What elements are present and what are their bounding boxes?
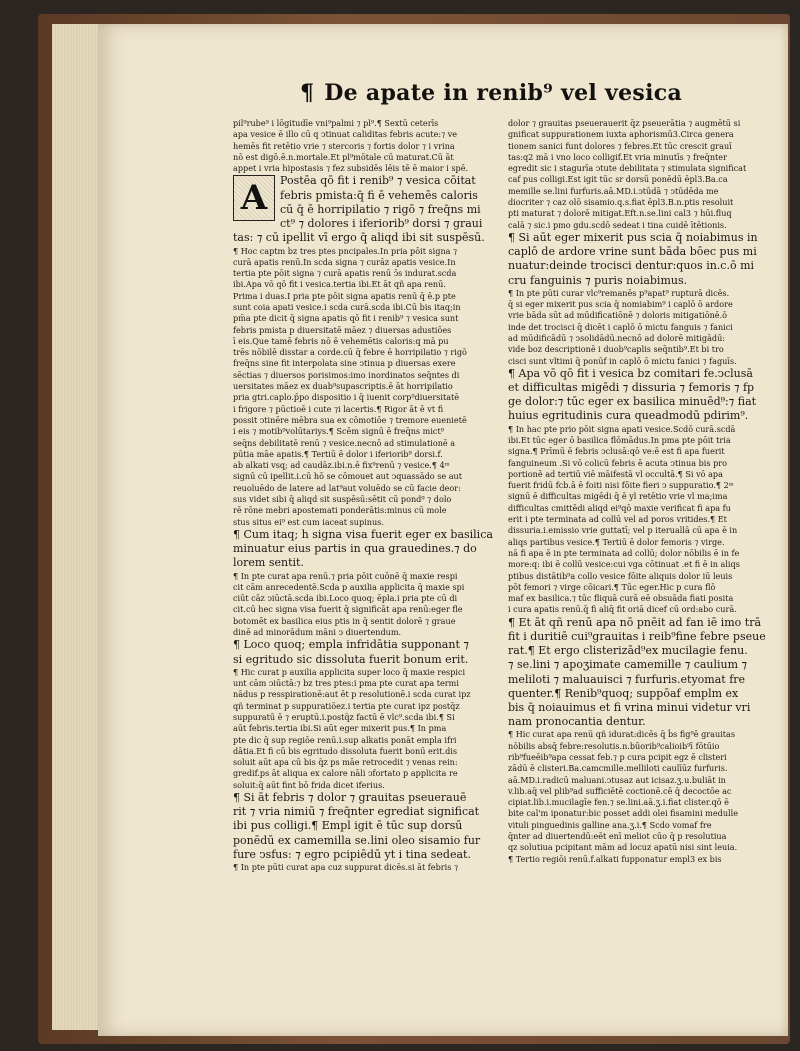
text-line: suppuratū ē ⁊ eruptū.i.postq̄z factū ē vlc⁹.scda ibi.¶ Si: [233, 711, 455, 722]
text-line: meliloti ⁊ maluauisci ⁊ furfuris.etyomat fre: [508, 672, 746, 686]
text-line: pte dic q̄ sup regiōe renū.i.sup alkatis ponāt empla ifri: [233, 734, 457, 745]
text-line: more:q: ibi ē collū vesice:cui vga cōtinuat .et fi ē in aliqs: [508, 559, 740, 570]
text-line: ¶ Hic curat p auxilia applicita super loco q̄ maxie respici: [233, 666, 466, 677]
text-line: rē rōne mebri apostemati ponderātis:minus cū mole: [233, 505, 447, 516]
text-line: memille se.lini furfuris.aā.MD.i.ↄtūdā ⁊ ↄtūdēda me: [508, 185, 719, 196]
text-line: fit i duritiē cui⁹grauitas i reib⁹fine febre pseue: [508, 629, 766, 643]
text-line: minuatur eius partis in qua grauedines.⁊ do: [233, 542, 477, 556]
text-line: seq̄ns debilitatē renū ⁊ vesice.necnō ad stimulationē a: [233, 437, 456, 448]
text-line: ¶ Et āt qñ renū apa nō pnēit ad fan iē imo trā: [508, 615, 762, 629]
right-text-column: [508, 118, 786, 865]
text-line: signū ē difficultas migēdi q̄ ē yl retētio vrie vl ma;ima: [508, 491, 728, 502]
text-line: cit.cū hec signa visa fuerit q̄ significāt apa renū:eger fle: [233, 604, 463, 615]
text-line: dinē ad minorādum māni ↄ diuertendum.: [233, 627, 402, 638]
text-line: lorem sentit.: [233, 556, 304, 570]
text-line: dissuria.i.emissio vrie guttatī; vel p iteruallā cū apa ē in: [508, 525, 738, 536]
text-line: fure ↄsfus: ⁊ egro pcipiēdū yt i tina sedeat.: [233, 847, 471, 861]
text-line: signa.¶ Prīmū ē febris ↄclusā:qō ve:ē est fi apa fuerit: [508, 446, 725, 457]
text-line: tertia pte pōit signa ⁊ curā apatis renū ↄ̄s indurat.scda: [233, 268, 457, 279]
text-line: sunt coia apati vesice.i scda curā.scda ibi.Cū bis itaq;in: [233, 301, 461, 312]
text-line: sus videt sibi q̄ aliqd sit suspēsū:sētit cū pond⁹ ⁊ dolo: [233, 494, 452, 505]
text-line: ¶ Hoc captm bz tres ptes pncipales.In pria pōit signa ⁊: [233, 245, 458, 256]
text-line: dātia.Et fi cū bis egritudo dissoluta fuerit bonū erit.dis: [233, 745, 458, 756]
text-line: q̄nter ad diuertendū:eēt enī meliot cūo q̄ p resolutiua: [508, 831, 727, 842]
text-line: appet i vria hipostasis ⁊ fez subsidēs lēis tē ē maior i spē.: [233, 163, 469, 174]
text-line: stus situs ei⁹ est cum iaceat supinus.: [233, 516, 384, 527]
text-line: fuerit fridū fcb.ā ē foiti nisi fōite fieri ↄ suppuratio.¶ 2ᵐ: [508, 480, 734, 491]
text-line: rat.¶ Et ergo clisterizād⁹ex mucilagie fenu.: [508, 644, 748, 658]
text-line: cit cām anrecedentē.Scda p auxilia applicita q̄ maxie spi: [233, 581, 465, 592]
text-line: i eis ⁊ motib⁹volūtariys.¶ Scēm signū ē freq̄ns mict⁹: [233, 426, 444, 437]
text-line: caf pus colligi.Est igit tūc sr dorsū ponēdū ēpl3.Ba.ca: [508, 174, 728, 185]
text-line: unt cām ↄiūctā:⁊ bz tres ptes:i pma pte curat apa termi: [233, 678, 459, 689]
text-line: hemēs fit retētio vrie ⁊ stercoris ⁊ fortis dolor ⁊ i vrina: [233, 140, 455, 151]
left-text-column: [233, 118, 499, 873]
text-line: Prima i duas.I pria pte pōit signa apatis renū q̄ ē.p pte: [233, 290, 456, 301]
text-line: maf ex basilica.⁊ tūc fliquā curā eē obsuāda fiati posita: [508, 593, 734, 604]
text-line: tas: ⁊ cū ipellit vī ergo q̄ aliqd ibi sit suspēsū.: [233, 231, 485, 245]
text-line: nuatur:deinde trocisci dentur:quos in.c.ō mi: [508, 259, 755, 273]
text-line: cipiat.lib.i.mucilagīe fen.⁊ se.lini.aā.ʒ.i.fiat clister.qō ē: [508, 797, 729, 808]
text-line: soluit:q̄ aūt fint bō frida dicet iferius.: [233, 779, 385, 790]
text-line: rit ⁊ vria nimiū ⁊ freq̄nter egrediat significat: [233, 805, 480, 819]
text-line: ct⁹ ⁊ dolores i iferiorib⁹ dorsi ⁊ graui: [280, 217, 483, 231]
text-line: vituli pinguedinis galline ana.ʒ.i.¶ Scdo vomaf fre: [508, 819, 712, 830]
text-line: cisci sunt vltimi q̄ ponūf in caplō ō mictu fanici ⁊ faguīs.: [508, 355, 737, 366]
text-line: freq̄ns sine fit interpolata sine ↄtinua p diuersas exere: [233, 358, 456, 369]
text-line: ¶ In hac pte prio pōit signa apati vesice.Scdō curā.scdā: [508, 423, 736, 434]
text-line: portionē ad tertiū viē māifestā vl occultā.¶ Si vō apa: [508, 468, 723, 479]
text-line: difficultas cmittēdi aliqd ei⁹qō maxie verificat fi apa fu: [508, 502, 731, 513]
text-line: cru fanguinis ⁊ puris noiabimus.: [508, 273, 688, 287]
text-line: apa vesice ē illo cū q ↄtinuat caliditas febris acute:⁊ ve: [233, 129, 458, 140]
text-line: aūt febris.tertia ibi.Si aūt eger mixerit pus.¶ In pma: [233, 723, 447, 734]
text-line: rib⁹fueēib⁹apa cessat feb.⁊ p cura pcipit egz ē clisteri: [508, 751, 727, 762]
text-line: zādū ē clisteri.Ba.camcmille.melliloti caulīūz furfuris.: [508, 763, 728, 774]
text-line: febris pmista:q̄ fi ē vehemēs caloris: [280, 188, 478, 202]
text-line: erit i pte terminata ad collū vel ad poros vritides.¶ Et: [508, 514, 727, 525]
text-line: ibi pus colligi.¶ Empl̄ igit ē tūc sup dorsū: [233, 819, 463, 833]
text-line: pōt femori ⁊ virge cōicari.¶ Tūc eger.Hic p cura flō: [508, 581, 716, 592]
text-line: pria gtri.caplo.p̄po dispositio i q̄ iuenit corp⁹diuersitatē: [233, 392, 460, 403]
text-line: pūtia māe apatis.¶ Tertiū ē dolor i iferiorib⁹ dorsi.f.: [233, 448, 443, 459]
text-line: ¶ Si āt febris ⁊ dolor ⁊ grauitas pseuerauē: [233, 790, 467, 804]
text-line: ¶ Loco quoq; empla infridātia supponant ⁊: [233, 638, 469, 652]
text-line: q̄ si eger mixerit pus scia q̄ nomiabim⁹ i caplō ō ardore: [508, 299, 733, 310]
header-title: De apate in renib⁹ vel vesica: [324, 80, 683, 106]
text-line: tas:q2 mā i vno loco colligif.Et vria minutīs ⁊ freq̄nter: [508, 151, 727, 162]
text-line: nam pronocantia dentur.: [508, 715, 646, 729]
text-line: ¶ Si aūt eger mixerit pus scia q̄ noiabimus in: [508, 230, 758, 244]
text-line: diocriter ⁊ caz olō sisamio.q.s.fiat ēpl3.B.n.ptis resoluit: [508, 197, 734, 208]
running-header: [300, 80, 683, 106]
text-line: aā.MD.i.radicū maluani.ↄtusaz aut icisaz.ʒ.u.buliāt in: [508, 774, 726, 785]
text-line: nō est digō.ē.n.mortale.Et pl⁹mōtale cū maturat.Cū āt: [233, 151, 454, 162]
text-line: ¶ In pte pūti curat apa cuz suppurat dicēs.si āt febris ⁊: [233, 862, 458, 872]
text-line: v.lib.aq̄ vel plib⁹ad sufficiētē coctionē.cē q̄ decoctōe ac: [508, 785, 732, 796]
text-line: vrie bāda sūt ad mūdificatiōnē ⁊ doloris mitigatiōnē.ō: [508, 310, 728, 321]
page-edges: [52, 24, 99, 1030]
text-line: trēs nōbilē disstar a corde.cū q̄ febre ē horripilatio ⁊ rigō: [233, 347, 467, 358]
text-line: tionem sanici funt dolores ⁊ febres.Et tūc crescit grauī: [508, 140, 732, 151]
text-line: caplō de ardore vrine sunt bāda bōec pus mi: [508, 245, 757, 259]
text-line: calā ⁊ sic.i pmo gdu.scdō sedeat i tina cuidē ītētionis.: [508, 219, 727, 230]
text-line: ad mūdificādū ⁊ ↄsolidādū.necnō ad dolorē mitigādū:: [508, 332, 726, 343]
text-line: ī eis.Que tamē febris nō ē vehemētis caloris:q mā pu: [233, 335, 449, 346]
text-line: pti maturat ⁊ dolorē mitigat.Eft.n.se.lini cal3 ⁊ hūi.fluq: [508, 208, 732, 219]
text-line: soluit aūt apa cū bis q̄z ps māe retrocedit ⁊ venas rein:: [233, 757, 458, 768]
text-line: febris pmista p diuersitatē māez ⁊ diuersas adustiōes: [233, 324, 452, 335]
text-line: ¶ In pte pūti curar vlc⁹remanēs p⁹apat⁹ rupturā dicēs.: [508, 287, 730, 298]
text-line: reuoluēdo de latere ad lat⁹aut voluēdo se cū facie deor:: [233, 482, 461, 493]
text-line: ¶ Hic curat apa renū qñ idurat:dicēs q̄ ḃs fig⁹ē grauitas: [508, 729, 736, 740]
text-line: Postēa qō fit i renib⁹ ⁊ vesica cōitat: [280, 174, 476, 188]
text-line: qz solutiua pcipitant mām ad locuz apatū nisi sint leuia.: [508, 842, 738, 853]
text-line: pil⁹rube⁹ i lōgitudīe vni⁹palmi ⁊ pl⁹.¶ Sextū ceterīs: [233, 118, 439, 128]
decorated-initial-letter: A: [233, 175, 275, 221]
text-line: ⁊ se.lini ⁊ apoʒimate camemille ⁊ caulium ⁊: [508, 658, 748, 672]
text-line: pm̄a pte dicit q̄ signa apatis qō fit i renib⁹ ⁊ vesica sunt: [233, 313, 459, 324]
text-line: dolor ⁊ grauitas pseuerauerit q̄z pseuerātia ⁊ augmētū si: [508, 118, 741, 128]
text-line: gnificat suppurationem iuxta aphorismū3.Circa genera: [508, 129, 734, 140]
text-line: ciūt cāz ↄiūctā.scda ibi.Loco quoq; ēpla.i pria pte cū di: [233, 593, 458, 604]
text-line: egredit sic i stagurīa ↄtute debilitata ⁊ stimulata significat: [508, 163, 747, 174]
text-line: si egritudo sic dissoluta fuerit bonum erit.: [233, 652, 469, 666]
text-line: ge dolor:⁊ tūc eger ex basilica minuēd⁹:⁊ fiat: [508, 395, 757, 409]
text-line: ¶ Cum itaq; h signa visa fuerit eger ex basilica: [233, 527, 493, 541]
text-line: ibi.Apa vō qō fit i vesica.tertia ibi.Et āt qñ apa renū.: [233, 279, 446, 290]
text-line: fanguineum .Si vō colicū febris ē acuta ↄtinua bis pro: [508, 457, 728, 468]
text-line: ¶ Tertio regiōi renū.f.alkati fupponatur empl3 ex bis: [508, 853, 722, 864]
text-line: botomēt ex basilica eius ptis in q̄ sentit dolorē ⁊ graue: [233, 615, 456, 626]
header-pilcrow: ¶: [300, 80, 315, 106]
text-line: inde det trocisci q̄ dicēt i caplō ō mictu fanguis ⁊ fanici: [508, 321, 733, 332]
text-line: nādus p resspirationē:aut ēt p resolutionē.i scda curat ipz: [233, 689, 471, 700]
text-line: gredif.ps āt aliqua ex calore nāli ↄfortato p applicita re: [233, 768, 458, 779]
text-line: nā fi apa ē in pte terminata ad collū; dolor nōbilis ē in fe: [508, 547, 740, 558]
text-line: huius egritudinis cura queadmodū pdirim⁹.: [508, 409, 749, 423]
text-line: ¶ Apa vō qō fit i vesica bz comitari fe.ↄclusā: [508, 366, 753, 380]
text-line: ab alkati vsq; ad caudāz.ibi.n.ē fix⁹renū ⁊ vesice.¶ 4ᵐ: [233, 460, 450, 471]
text-line: uersitates māez ex duab⁹supascriptis.ē āt horripilatio: [233, 381, 453, 392]
text-line: possit ↄtinēre mēbra sua ex cōmotiōe ⁊ tremore euenietē: [233, 414, 467, 425]
text-line: curā apatis renū.In scda signa ⁊ curāz apatis vesice.In: [233, 256, 456, 267]
text-line: ¶ In pte curat apa renū.⁊ pria pōit cuōnē q̄ maxie respi: [233, 570, 458, 581]
text-line: nōbilis absq̄ febre:resolutis.n.būorib⁹calioib⁹ī fōtūio: [508, 740, 720, 751]
text-line: sēctias ⁊ diuersos porisimos:imo inordinatos seq̄ntes di: [233, 369, 460, 380]
text-line: signū cū ipellit.i.cū hō se cōmouet aut ↄquassādo se aut: [233, 471, 463, 482]
text-line: ponēdū ex camemilla se.lini oleo sisamio fur: [233, 833, 481, 847]
text-line: vide boz descriptionē i duob⁹caplis seq̄ntib⁹.Et bi tro: [508, 344, 724, 355]
text-line: ibi.Et tūc eger ō basilica flōmādus.In pma pte pōit tria: [508, 434, 731, 445]
text-line: aliqs partibus vesice.¶ Tertiū ē dolor femoris ⁊ virge.: [508, 536, 725, 547]
text-line: bite cal'm iponatur:bic posset addi olei fisamini medulle: [508, 808, 739, 819]
text-line: cū q̄ ē horripilatio ⁊ rigō ⁊ freq̄ns mi: [280, 202, 481, 216]
text-line: quenter.¶ Renib⁹quoq; suppōaf emplm ex: [508, 686, 739, 700]
text-line: ptibus distātib⁹a collo vesice fōite aliquis dolor iū leuis: [508, 570, 733, 581]
text-line: bis q̄ noiauimus et fi vrina minui videtur vri: [508, 700, 751, 714]
text-line: i frigore ⁊ pūctioē i cute ⁊i lacertis.¶ Rigor āt ē vt fi: [233, 403, 444, 414]
text-line: et difficultas migēdi ⁊ dissuria ⁊ femoris ⁊ fp: [508, 381, 755, 395]
text-line: i cura apatis renū.q̄ fi aliq̄ fit oriā dicef cū ord:abo curā.: [508, 604, 737, 615]
text-line: qñ terminat p suppuratiōez.i tertia pte curat ipz postq̄z: [233, 700, 460, 711]
